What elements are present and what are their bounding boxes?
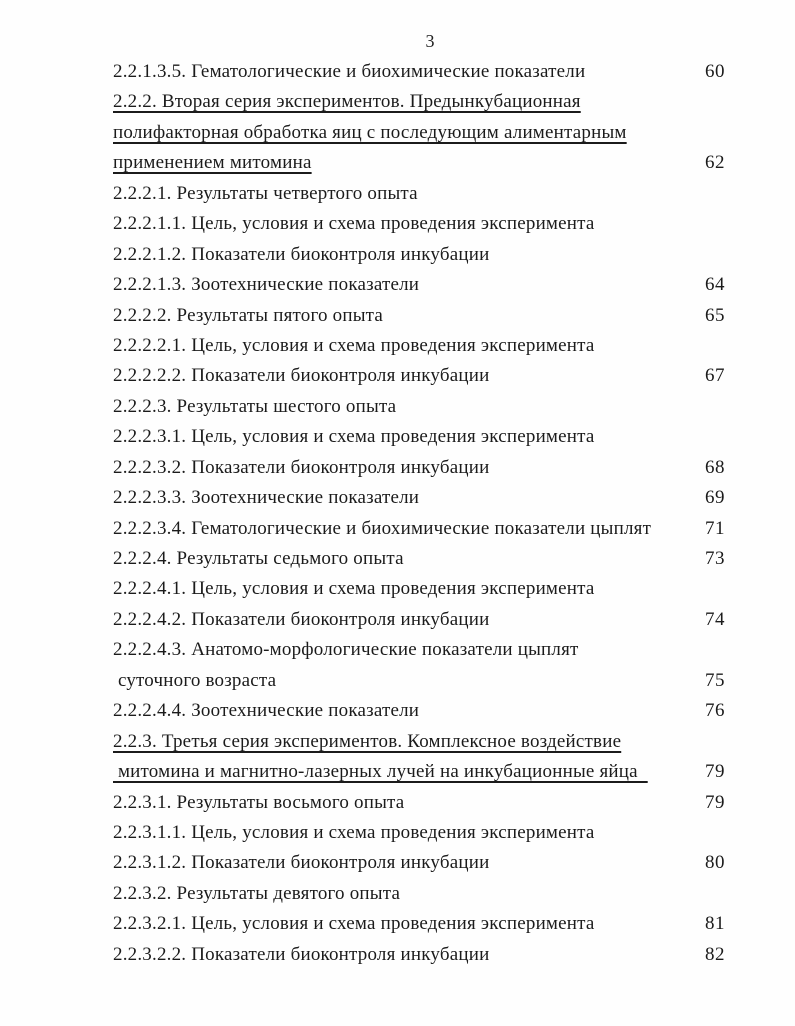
toc-entry-title: 2.2.2.1.1. Цель, условия и схема проведения эксперимента (113, 213, 595, 235)
toc-entry-page: 73 (705, 548, 725, 569)
toc-entry (113, 909, 725, 939)
toc-entry-title: 2.2.2.4.3. Анатомо-морфологические показатели цыплят (113, 639, 579, 661)
toc-entry (113, 392, 725, 422)
toc-entry (113, 331, 725, 361)
toc-entry-page: 74 (705, 608, 725, 630)
toc-entry (113, 757, 725, 787)
toc-entry (113, 666, 725, 696)
toc-entry-title: 2.2.3.1. Результаты восьмого опыта (113, 791, 405, 813)
toc-entry-title: 2.2.2.3.2. Показатели биоконтроля инкубации (113, 456, 490, 478)
toc-entry (113, 118, 725, 148)
toc-entry (113, 514, 725, 544)
toc-entry-title: 2.2.2.1.2. Показатели биоконтроля инкубации (113, 243, 490, 265)
toc-entry (113, 879, 725, 909)
toc-list (113, 57, 725, 970)
toc-entry (113, 179, 725, 209)
toc-entry-page: 65 (705, 304, 725, 326)
toc-entry-title: 2.2.2.4.4. Зоотехнические показатели (113, 700, 420, 722)
toc-entry (113, 635, 725, 665)
toc-entry-title: полифакторная обработка яиц с последующим алиментарным (113, 121, 627, 143)
toc-entry-title: суточного возраста (113, 669, 277, 691)
toc-entry (113, 148, 725, 178)
toc-entry-page: 80 (705, 852, 725, 874)
toc-entry-page: 64 (705, 274, 725, 296)
toc-entry-page: 82 (705, 943, 725, 965)
toc-entry-title: 2.2.2.2.1. Цель, условия и схема проведения эксперимента (113, 334, 595, 356)
toc-entry-title: 2.2.3. Третья серия экспериментов. Комплексное воздействие (113, 730, 622, 752)
page-number: 3 (425, 31, 435, 51)
toc-entry (113, 240, 725, 270)
toc-entry (113, 848, 725, 878)
toc-entry-page: 67 (705, 365, 725, 387)
toc-entry-title: 2.2.2.2.2. Показатели биоконтроля инкубации (113, 365, 490, 387)
toc-entry-title: 2.2.2.1.3. Зоотехнические показатели (113, 274, 420, 296)
toc-entry (113, 574, 725, 604)
toc-entry (113, 544, 725, 574)
toc-entry (113, 361, 725, 391)
toc-entry-page: 75 (705, 669, 725, 691)
toc-entry-title: 2.2.3.2. Результаты девятого опыта (113, 882, 401, 904)
toc-entry (113, 727, 725, 757)
toc-entry (113, 453, 725, 483)
toc-entry-title: 2.2.2.4. Результаты седьмого опыта (113, 548, 404, 569)
toc-entry (113, 818, 725, 848)
toc-entry-page: 71 (705, 517, 725, 539)
toc-entry-title: 2.2.3.2.1. Цель, условия и схема проведения эксперимента (113, 913, 595, 935)
toc-entry-title: 2.2.2.2. Результаты пятого опыта (113, 304, 384, 326)
toc-entry-page: 68 (705, 456, 725, 478)
toc-entry-page: 81 (705, 913, 725, 935)
toc-entry (113, 270, 725, 300)
toc-entry-title: 2.2.3.1.2. Показатели биоконтроля инкубации (113, 852, 490, 874)
toc-entry (113, 87, 725, 117)
toc-entry-title: 2.2.2.3.1. Цель, условия и схема проведения эксперимента (113, 426, 595, 448)
toc-entry (113, 605, 725, 635)
toc-entry-page: 76 (705, 700, 725, 722)
toc-entry-page: 60 (705, 61, 725, 82)
toc-entry-title: 2.2.2. Вторая серия экспериментов. Предынкубационная (113, 91, 581, 113)
toc-entry (113, 209, 725, 239)
toc-entry (113, 696, 725, 726)
toc-entry (113, 422, 725, 452)
toc-entry-title: 2.2.2.3.3. Зоотехнические показатели (113, 487, 420, 509)
toc-entry-title: 2.2.3.2.2. Показатели биоконтроля инкубации (113, 943, 490, 965)
toc-entry-title: 2.2.2.1. Результаты четвертого опыта (113, 182, 418, 204)
toc-entry-title: 2.2.2.4.1. Цель, условия и схема проведения эксперимента (113, 578, 595, 600)
toc-entry-page: 62 (705, 152, 725, 174)
toc-entry (113, 301, 725, 331)
toc-entry-title: 2.2.2.3.4. Гематологические и биохимические показатели цыплят (113, 517, 652, 539)
toc-entry-title: 2.2.2.4.2. Показатели биоконтроля инкубации (113, 608, 490, 630)
toc-entry (113, 940, 725, 970)
toc-entry-page: 79 (705, 791, 725, 813)
toc-entry-title: 2.2.3.1.1. Цель, условия и схема проведения эксперимента (113, 821, 595, 843)
toc-entry-page: 79 (705, 761, 725, 783)
toc-entry-title: 2.2.1.3.5. Гематологические и биохимические показатели (113, 61, 586, 82)
toc-entry-title: митомина и магнитно-лазерных лучей на инкубационные яйца (113, 761, 648, 783)
toc-entry (113, 57, 725, 87)
toc-entry (113, 788, 725, 818)
toc-entry-title: применением митомина (113, 152, 312, 174)
toc-entry (113, 483, 725, 513)
toc-entry-title: 2.2.2.3. Результаты шестого опыта (113, 395, 397, 417)
toc-entry-page: 69 (705, 487, 725, 509)
